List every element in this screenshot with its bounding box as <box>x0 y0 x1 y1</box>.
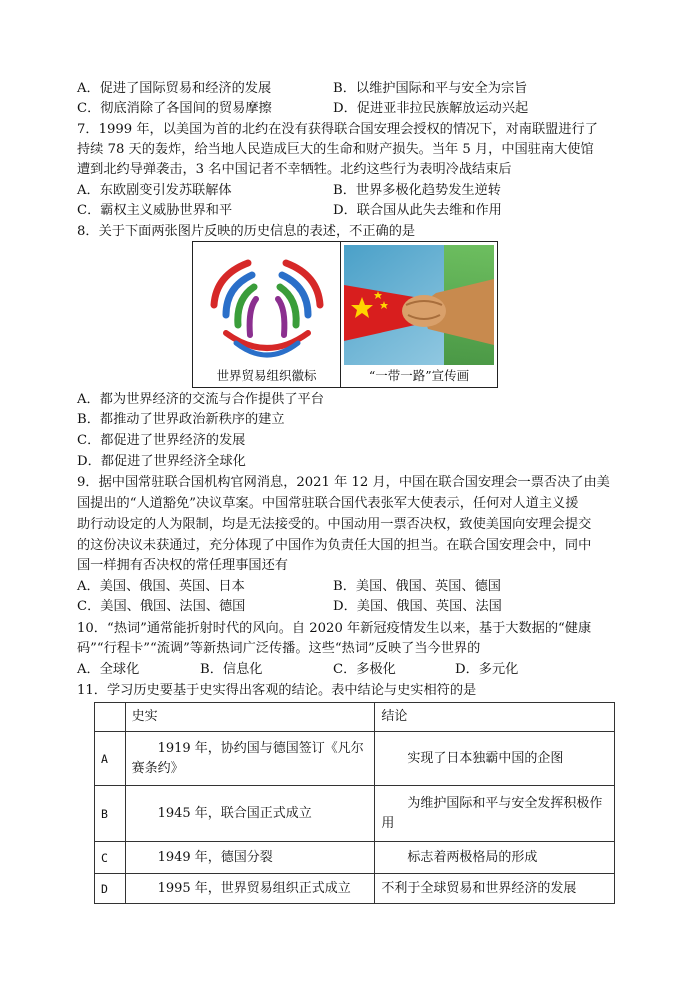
q9-option-b[interactable]: B．美国、俄国、英国、德国 <box>333 579 501 594</box>
belt-road-caption: “一带一路”宣传画 <box>368 368 470 383</box>
q8-option-c[interactable]: C．都促进了世界经济的发展 <box>77 433 246 448</box>
q7-option-d[interactable]: D．联合国从此失去维和作用 <box>333 203 502 218</box>
q10-stem-line-2: 码”“行程卡”“流调”等新热词广泛传播。这些“热词”反映了当今世界的 <box>77 641 481 656</box>
handshake-svg <box>344 245 494 365</box>
q11-table <box>94 702 615 904</box>
row-fact: 1919 年，协约国与德国签订《凡尔赛条约》 <box>125 732 375 786</box>
q8-stem: 8．关于下面两张图片反映的历史信息的表述，不正确的是 <box>77 224 416 239</box>
row-conclusion: 不利于全球贸易和世界经济的发展 <box>375 874 615 904</box>
q6-option-b[interactable]: B．以维护国际和平与安全为宗旨 <box>333 81 528 96</box>
table-row[interactable] <box>95 732 615 786</box>
q8-option-a[interactable]: A．都为世界经济的交流与合作提供了平台 <box>77 392 324 407</box>
q10-option-b[interactable]: B．信息化 <box>200 662 263 677</box>
row-label: D <box>95 874 126 904</box>
row-fact: 1949 年，德国分裂 <box>125 842 375 874</box>
q8-option-d[interactable]: D．都促进了世界经济全球化 <box>77 454 246 469</box>
q7-stem-line-3: 遭到北约导弹袭击，3 名中国记者不幸牺牲。北约这些行为表明冷战结束后 <box>77 162 512 177</box>
row-fact: 1995 年，世界贸易组织正式成立 <box>125 874 375 904</box>
q9-stem-line-5: 国一样拥有否决权的常任理事国还有 <box>77 558 288 573</box>
q10-option-a[interactable]: A．全球化 <box>77 662 140 677</box>
handshake-image-icon <box>344 245 494 365</box>
belt-road-poster-panel <box>341 242 497 387</box>
table-header-row <box>95 703 615 732</box>
wto-logo-caption: 世界贸易组织徽标 <box>216 368 317 383</box>
q11-stem: 11．学习历史要基于史实得出客观的结论。表中结论与史实相符的是 <box>77 683 477 698</box>
row-conclusion: 为维护国际和平与安全发挥积极作用 <box>375 786 615 842</box>
q6-option-c[interactable]: C．彻底消除了各国间的贸易摩擦 <box>77 101 272 116</box>
q9-option-d[interactable]: D．美国、俄国、英国、法国 <box>333 599 502 614</box>
row-label: C <box>95 842 126 874</box>
q9-stem-line-4: 的这份决议未获通过，充分体现了中国作为负责任大国的担当。在联合国安理会中，同中 <box>77 538 592 553</box>
header-fact-cell: 史实 <box>125 703 375 732</box>
q9-stem-line-3: 助行动设定的人为限制，均是无法接受的。中国动用一票否决权，致使美国向安理会提交 <box>77 517 592 532</box>
q8-figure <box>192 241 498 388</box>
table-row[interactable] <box>95 786 615 842</box>
q10-option-c[interactable]: C．多极化 <box>333 662 396 677</box>
q10-option-d[interactable]: D．多元化 <box>455 662 519 677</box>
q7-stem-line-1: 7．1999 年，以美国为首的北约在没有获得联合国安理会授权的情况下，对南联盟进行了 <box>77 122 598 137</box>
wto-logo-panel <box>193 242 341 387</box>
q6-option-a[interactable]: A．促进了国际贸易和经济的发展 <box>77 81 272 96</box>
q9-option-a[interactable]: A．美国、俄国、英国、日本 <box>77 579 245 594</box>
table-row[interactable] <box>95 842 615 874</box>
q7-option-c[interactable]: C．霸权主义威胁世界和平 <box>77 203 233 218</box>
row-conclusion: 实现了日本独霸中国的企图 <box>375 732 615 786</box>
row-fact: 1945 年，联合国正式成立 <box>125 786 375 842</box>
q9-option-c[interactable]: C．美国、俄国、法国、德国 <box>77 599 246 614</box>
row-label: B <box>95 786 126 842</box>
row-conclusion: 标志着两极格局的形成 <box>375 842 615 874</box>
q9-stem-line-1: 9．据中国常驻联合国机构官网消息，2021 年 12 月，中国在联合国安理会一票否决了由美 <box>77 475 610 490</box>
q9-stem-line-2: 国提出的“人道豁免”决议草案。中国常驻联合国代表张军大使表示，任何对人道主义援 <box>77 496 579 511</box>
wto-logo-icon <box>196 245 337 365</box>
q7-option-b[interactable]: B．世界多极化趋势发生逆转 <box>333 183 501 198</box>
q7-option-a[interactable]: A．东欧剧变引发苏联解体 <box>77 183 232 198</box>
q10-stem-line-1: 10．“热词”通常能折射时代的风向。自 2020 年新冠疫情发生以来，基于大数据的“健康 <box>77 621 592 636</box>
header-label-cell <box>95 703 126 732</box>
wto-logo-svg <box>196 245 337 365</box>
q7-stem-line-2: 持续 78 天的轰炸，给当地人民造成巨大的生命和财产损失。当年 5 月，中国驻南大使馆 <box>77 142 594 157</box>
table-row[interactable] <box>95 874 615 904</box>
q8-option-b[interactable]: B．都推动了世界政治新秩序的建立 <box>77 412 285 427</box>
q6-option-d[interactable]: D．促进亚非拉民族解放运动兴起 <box>333 101 529 116</box>
row-label: A <box>95 732 126 786</box>
header-conclusion-cell: 结论 <box>375 703 615 732</box>
